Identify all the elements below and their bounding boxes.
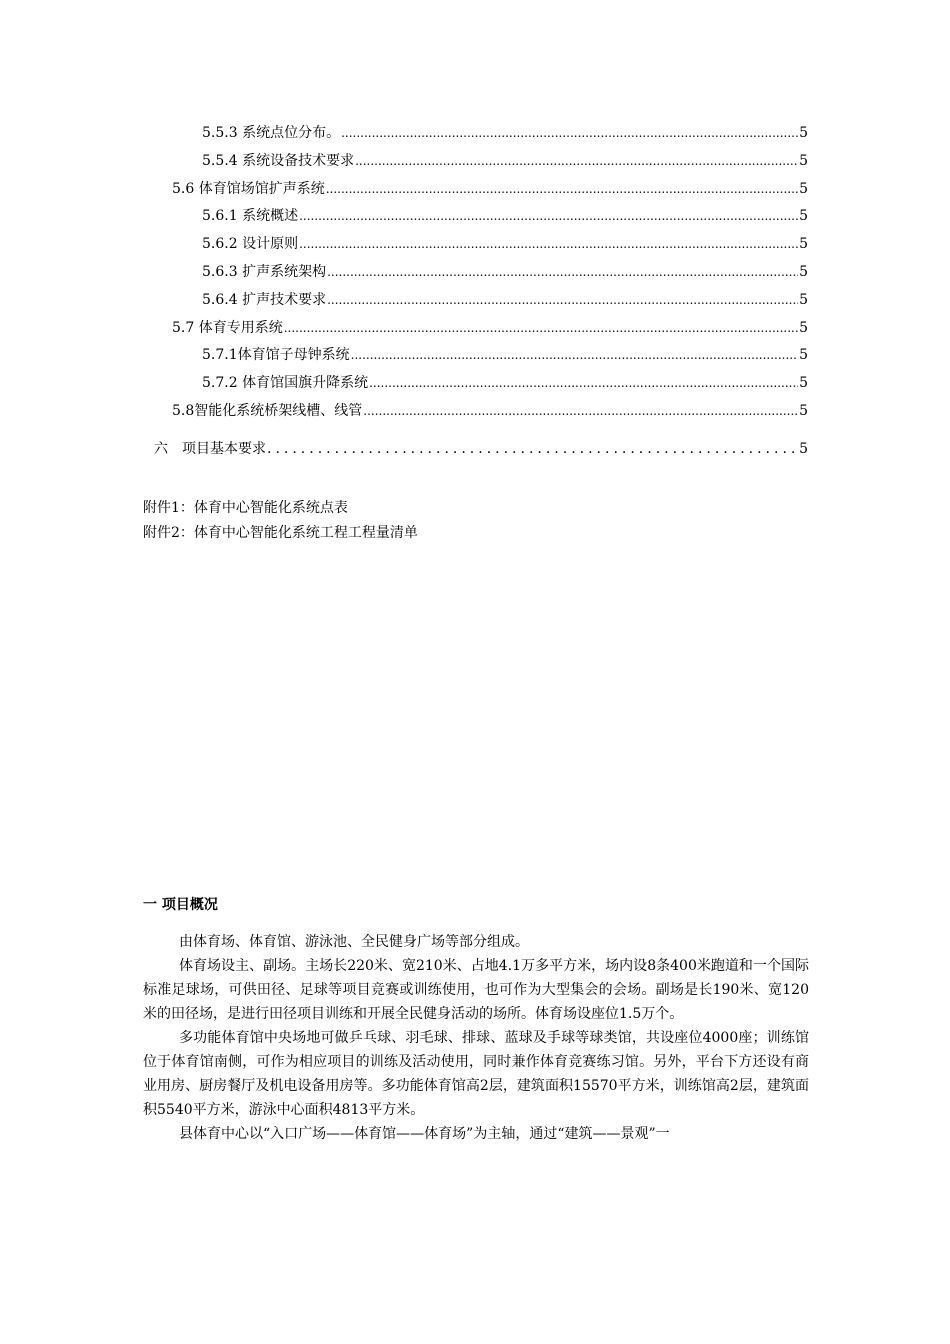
toc-entry-label: 六 项目基本要求 [154, 441, 266, 457]
toc-dot-leader [363, 402, 798, 420]
toc-entry-label: 5.6.2 设计原则 [202, 236, 299, 252]
toc-entry-label: 5.7.2 体育馆国旗升降系统 [202, 375, 369, 391]
toc-dot-leader [299, 207, 798, 225]
toc-entry-page: 5 [799, 153, 808, 169]
toc-entry[interactable] [202, 263, 808, 281]
body-paragraph: 体育场设主、副场。主场长220米、宽210米、占地4.1万多平方米，场内设8条400米跑道和一个国际标准足球场，可供田径、足球等项目竞赛或训练使用，也可作为大型集会的会场。副场是长190米、宽120米的田径场，是进行田径项目训练和开展全民健身活动的场所。体育场设座位1.5万个。 [143, 958, 809, 1022]
body-paragraph: 县体育中心以“入口广场——体育馆——体育场”为主轴，通过“建筑——景观”一 [179, 1126, 670, 1142]
toc-entry[interactable] [202, 235, 808, 253]
toc-entry-page: 5 [799, 403, 808, 419]
toc-dot-leader [284, 319, 798, 337]
toc-dot-leader [327, 291, 798, 309]
toc-entry-page: 5 [799, 208, 808, 224]
toc-dot-leader [327, 263, 798, 281]
toc-entry-label: 5.7 体育专用系统 [172, 320, 283, 336]
toc-entry[interactable] [202, 346, 808, 364]
toc-entry[interactable] [202, 374, 808, 392]
section-body [143, 930, 809, 1146]
toc-dot-leader [369, 374, 798, 392]
toc-entry-page: 5 [799, 236, 808, 252]
toc-entry-label: 5.6.4 扩声技术要求 [202, 292, 327, 308]
attachment-line: 附件2：体育中心智能化系统工程工程量清单 [143, 525, 418, 541]
toc-entry[interactable] [172, 180, 808, 198]
toc-entry-page: 5 [799, 125, 808, 141]
toc-entry-label: 5.6 体育馆场馆扩声系统 [172, 181, 325, 197]
toc-entry-label: 5.5.4 系统设备技术要求 [202, 153, 355, 169]
toc-entry-page: 5 [799, 375, 808, 391]
toc-entry[interactable] [172, 319, 808, 337]
toc-entry[interactable] [202, 207, 808, 225]
toc-dot-leader [267, 440, 798, 458]
body-paragraph: 由体育场、体育馆、游泳池、全民健身广场等部分组成。 [179, 934, 529, 950]
toc-entry-label: 5.6.3 扩声系统架构 [202, 264, 327, 280]
toc-entry-label: 5.7.1体育馆子母钟系统 [202, 347, 350, 363]
toc-entry[interactable] [202, 291, 808, 309]
toc-entry-page: 5 [799, 181, 808, 197]
attachment-line: 附件1：体育中心智能化系统点表 [143, 500, 348, 516]
toc-entry[interactable] [154, 440, 808, 458]
toc-dot-leader [351, 346, 798, 364]
toc-entry-label: 5.6.1 系统概述 [202, 208, 299, 224]
toc-entry[interactable] [202, 124, 808, 142]
toc-entry-page: 5 [799, 264, 808, 280]
toc-entry-page: 5 [799, 441, 808, 457]
toc-entry[interactable] [172, 402, 808, 420]
toc-entry-label: 5.5.3 系统点位分布。 [202, 125, 341, 141]
toc-dot-leader [326, 180, 798, 198]
body-paragraph: 多功能体育馆中央场地可做乒乓球、羽毛球、排球、蓝球及手球等球类馆，共设座位4000座；训练馆位于体育馆南侧，可作为相应项目的训练及活动使用，同时兼作体育竞赛练习馆。另外，平台下方还设有商业用房、厨房餐厅及机电设备用房等。多功能体育馆高2层，建筑面积15570平方米，训练馆高2层，建筑面积5540平方米，游泳中心面积4813平方米。 [143, 1030, 809, 1118]
section-heading: 一 项目概况 [143, 897, 218, 913]
toc-entry-page: 5 [799, 347, 808, 363]
toc-entry-page: 5 [799, 292, 808, 308]
toc-entry-page: 5 [799, 320, 808, 336]
toc-dot-leader [355, 152, 798, 170]
toc-dot-leader [341, 124, 798, 142]
toc-dot-leader [299, 235, 798, 253]
toc-entry-label: 5.8智能化系统桥架线槽、线管 [172, 403, 363, 419]
toc-entry[interactable] [202, 152, 808, 170]
